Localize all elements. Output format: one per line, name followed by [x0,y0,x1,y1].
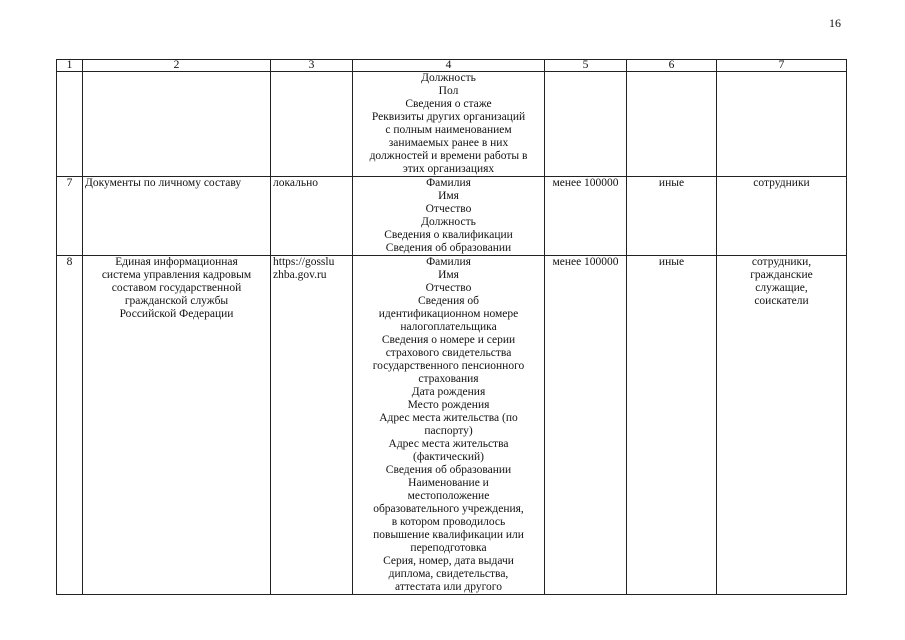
column-header-5: 5 [545,60,627,72]
field-item: в котором проводилось [391,516,506,528]
field-item: местоположение [407,490,490,502]
data-category: иные [627,256,717,595]
field-item: Отчество [425,203,472,215]
field-item: страхования [418,373,479,385]
column-header-4: 4 [353,60,545,72]
table-row-8 [57,256,847,595]
row-number: 7 [57,177,83,256]
field-item: Сведения о квалификации [384,229,513,241]
field-item: Сведения об образовании [385,464,512,476]
field-item: паспорту) [424,425,473,437]
row-number: 8 [57,256,83,595]
page-number: 16 [829,16,841,30]
data-fields [353,256,545,595]
data-category [627,72,717,177]
field-item: Сведения об образовании [385,242,512,254]
field-item: Дата рождения [411,386,486,398]
field-item: переподготовка [410,542,487,554]
system-name-line: гражданской службы [124,295,229,307]
data-subjects [717,72,847,177]
system-location-line: zhba.gov.ru [273,269,327,281]
system-name-line: система управления кадровым [101,269,252,281]
field-item: Фамилия [426,256,471,268]
field-item: образовательного учреждения, [373,503,524,515]
field-item: аттестата или другого [395,581,502,593]
data-volume: менее 100000 [545,177,627,256]
field-item: Должность [421,216,476,228]
data-volume: менее 100000 [545,256,627,595]
data-subjects [717,256,847,595]
system-name-line: составом государственной [111,282,242,294]
system-name: Документы по личному составу [83,177,271,256]
data-fields [353,177,545,256]
system-location: локально [271,177,353,256]
field-item: Адрес места жительства [388,438,509,450]
data-volume [545,72,627,177]
data-subjects: сотрудники [717,177,847,256]
field-item: должностей и времени работы в [369,150,528,162]
data-category: иные [627,177,717,256]
column-header-2: 2 [83,60,271,72]
subjects-line: соискатели [754,295,809,307]
field-item: диплома, свидетельства, [388,568,509,580]
field-item: налогоплательщика [400,321,497,333]
field-item: Место рождения [407,399,490,411]
table-header-row [57,60,847,72]
field-item: государственного пенсионного [372,360,525,372]
field-item: Имя [438,190,459,202]
field-item: Сведения об [417,295,479,307]
field-item: Серия, номер, дата выдачи [383,555,514,567]
data-fields [353,72,545,177]
subjects-line: сотрудники, [751,256,812,268]
system-name-line: Российской Федерации [119,308,234,320]
table-row-7 [57,177,847,256]
system-name-line: Единая информационная [115,256,238,268]
field-item: (фактический) [412,451,484,463]
field-item: Сведения о стаже [405,98,492,110]
subjects-line: гражданские [750,269,813,281]
field-item: Сведения о номере и серии [381,334,516,346]
system-location [271,72,353,177]
column-header-3: 3 [271,60,353,72]
table-row-continuation [57,72,847,177]
subjects-line: служащие, [755,282,808,294]
field-item: Реквизиты других организаций [371,111,526,123]
data-table [56,59,847,595]
field-item: Адрес места жительства (по [379,412,518,424]
field-item: повышение квалификации или [373,529,524,541]
field-item: идентификационном номере [378,308,519,320]
field-item: страхового свидетельства [385,347,512,359]
column-header-6: 6 [627,60,717,72]
field-item: Наименование и [408,477,489,489]
field-item: Фамилия [426,177,471,189]
system-name [83,256,271,595]
column-header-7: 7 [717,60,847,72]
system-location-line: https://gosslu [273,256,335,268]
system-location [271,256,353,595]
field-item: Имя [438,269,459,281]
field-item: с полным наименованием [385,124,512,136]
field-item: занимаемых ранее в них [388,137,509,149]
field-item: этих организациях [402,163,495,175]
row-number [57,72,83,177]
column-header-1: 1 [57,60,83,72]
system-name [83,72,271,177]
field-item: Пол [438,85,459,97]
field-item: Отчество [425,282,472,294]
field-item: Должность [421,72,476,84]
